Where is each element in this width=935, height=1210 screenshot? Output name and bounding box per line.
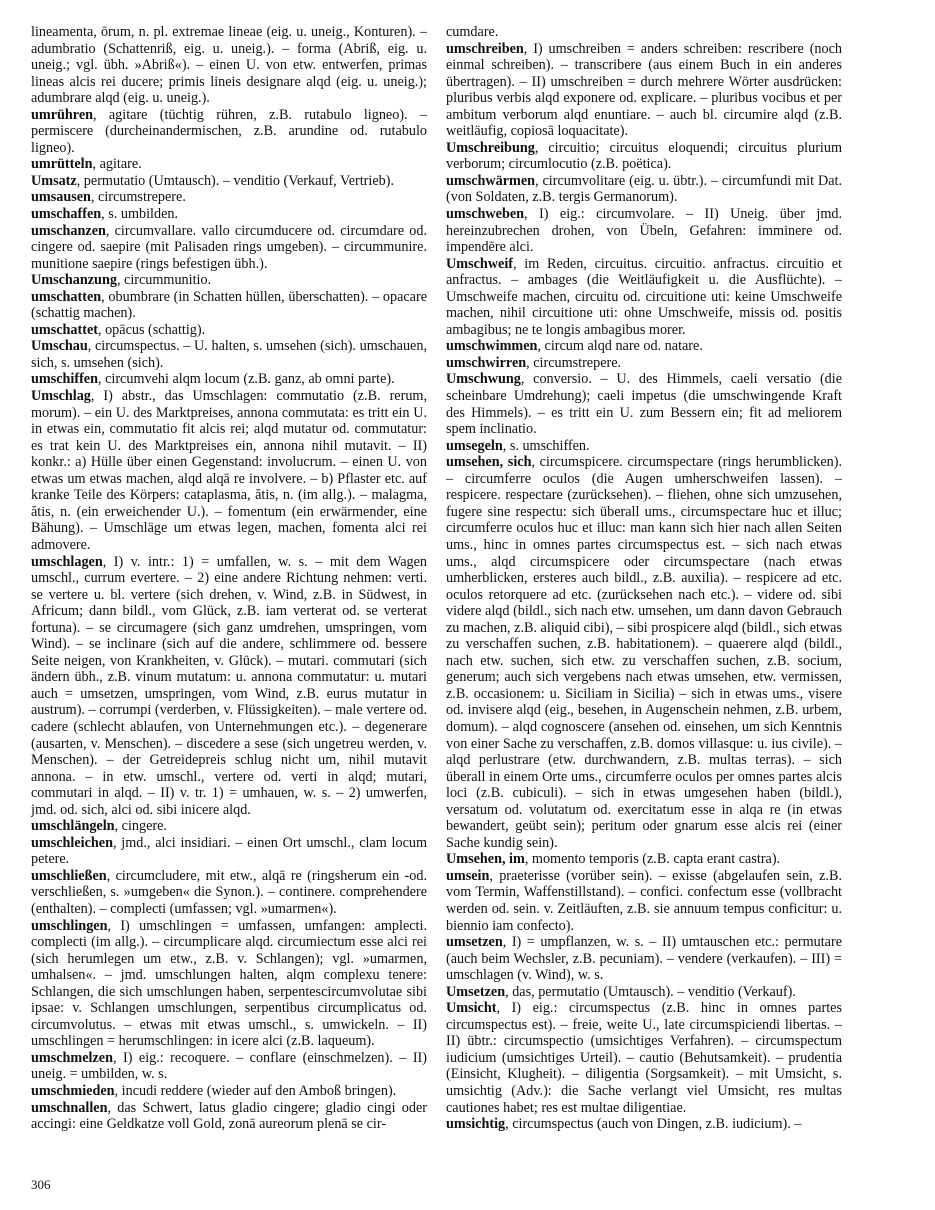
entry-text: cumdare. bbox=[446, 24, 499, 40]
entry-headword: Umschlag bbox=[31, 388, 91, 405]
entry-text: , momento temporis (z.B. capta erant castra). bbox=[524, 851, 781, 868]
dictionary-entry bbox=[31, 338, 427, 371]
dictionary-entry bbox=[446, 868, 842, 934]
entry-text: , permutatio (Umtausch). – venditio (Verkauf, Vertrieb). bbox=[76, 172, 394, 189]
entry-headword: Umschweif bbox=[446, 255, 513, 272]
entry-headword: umschreiben bbox=[446, 40, 524, 57]
dictionary-entry bbox=[31, 818, 427, 835]
dictionary-entry bbox=[31, 1083, 427, 1100]
entry-headword: umschmelzen bbox=[31, 1049, 113, 1066]
entry-headword: umschiffen bbox=[31, 371, 98, 388]
dictionary-entry bbox=[446, 140, 842, 173]
entry-text: , circum alqd nare od. natare. bbox=[537, 338, 703, 355]
entry-headword: umschlingen bbox=[31, 917, 108, 934]
entry-text: , im Reden, circuitus. circuitio. anfractus. circuitio et anfractus. – ambages (die Weitläufigkeit u. die Ausflüchte). – Umschweife machen, circuitu od. circuitione uti: keine Umschweife machen, nihil circuitione uti: ohne Umschweife, missis od. positis ambagibus; ne te longis ambagibus morer. bbox=[446, 255, 842, 338]
dictionary-entry bbox=[446, 371, 842, 437]
dictionary-entry bbox=[31, 289, 427, 322]
entry-headword: umschwirren bbox=[446, 354, 527, 371]
entry-headword: umschleichen bbox=[31, 834, 113, 851]
entry-headword: umschwimmen bbox=[446, 338, 538, 355]
dictionary-entry bbox=[446, 41, 842, 140]
dictionary-entry bbox=[31, 107, 427, 157]
dictionary-entry bbox=[31, 24, 427, 107]
entry-text: , incudi reddere (wieder auf den Amboß bringen). bbox=[114, 1083, 397, 1099]
entry-headword: umsehen, sich bbox=[446, 454, 532, 471]
entry-headword: umschatten bbox=[31, 288, 102, 305]
entry-headword: Umschwung bbox=[446, 371, 521, 388]
entry-headword: Umsehen, im bbox=[446, 851, 525, 868]
dictionary-entry bbox=[31, 388, 427, 553]
entry-headword: umschmieden bbox=[31, 1083, 115, 1099]
entry-text: , I) v. intr.: 1) = umfallen, w. s. – mit dem Wagen umschl., currum evertere. – 2) eine andere Richtung nehmen: verti. se vertere u. bl. vertere (sich drehen, v. Wind, z.B. in Südwest, in Africum; dann bildl., vom Glück, z.B. iam verterat od. se verterat fortuna). – se circumagere (sich ganz umdrehen, umspringen, vom Wind). – se inclinare (sich auf die andere, schlimmere od. bessere Seite neigen, von Krankheiten, v. Glück). – mutari. commutari (sich ändern übh., z.B. vinum mutatum: u. annona commutatur: u. mutari auch = umsetzen, umspringen, vom Wind, z.B. eurus mutatur in austrum). – corrumpi (verderben, v. Flüssigkeiten). – male vertere od. cadere (schlecht ablaufen, von Unternehmungen etc.). – degenerare (ausarten, v. Menschen). – discedere a sese (sich ungetreu werden, v. Menschen). – der Getreidepreis schlug nicht um, nihil mutavit annona. – in etw. umschl., vertere od. verti in alqd; mutari, commutari in alqd. – II) v. tr. 1) = umhauen, w. s. – 2) umwerfen, jmd. od. sich, alci od. sibi inicere alqd. bbox=[31, 553, 427, 818]
entry-text: , I) abstr., das Umschlagen: commutatio (z.B. rerum, morum). – ein U. des Marktpreises, annona commutata: es tritt ein U. in etwas ein, commutatio fit alcis rei; alqd mutatur od. commutatur: es trat kein U. des Marktpreises ein, annona nihil mutavit. – II) konkr.: a) Hülle über einen Gegenstand: involucrum. – einen U. von etwas um etwas machen, alqd alqā re involvere. – b) Pflaster etc. auf kranke Teile des Körpers: cataplasma, ătis, n. (im allg.). – malagma, ătis, n. (ein erweichender U.). – fomentum (ein erwärmender, eine Bähung). – Umschläge um etwas legen, machen, fomenta alci rei admovere. bbox=[31, 388, 427, 553]
entry-headword: umschnallen bbox=[31, 1099, 108, 1116]
entry-text: , I) umschlingen = umfassen, umfangen: amplecti. complecti (im allg.). – circumplicare alqd. circumiectum esse alci rei (sich herumlegen um etw., z.B. v. Schlangen); vgl. »umarmen, umhalsen«. – jmd. umschlungen halten, alqm complexu tenere: Schlangen, die sich umschlungen haben, serpentescircumvolutae sibi ipsae: v. Schlangen umschlungen, serpentibus circumplicatus od. circumvolutus. – etwas mit etwas umschl., s. umwickeln. – II) umschlingen = herumschlingen: in icere alci (z.B. laqueum). bbox=[31, 917, 427, 1050]
entry-text: , s. umschiffen. bbox=[502, 437, 590, 454]
entry-text: , I) eig.: circumvolare. – II) Uneig. über jmd. hereinzubrechen drohen, von Übeln, Gefahren: imminere od. impendēre alci. bbox=[446, 206, 842, 256]
dictionary-entry bbox=[31, 1100, 427, 1133]
entry-text: , s. umbilden. bbox=[101, 206, 179, 223]
entry-text: , I) umschreiben = anders schreiben: rescribere (noch einmal schreiben). – transcribere (aus einem Buch in ein anderes übertragen). – II) umschreiben = durch mehrere Wörter ausdrücken: pluribus verbis alqd exponere od. explicare. – pluribus vocibus et per ambitum verborum alqd enuntiare. – auch bl. circumire alqd (z.B. weitläufig, copiosā loquacitate). bbox=[446, 40, 842, 140]
entry-text: , agitare. bbox=[92, 156, 142, 173]
entry-text: lineamenta, ōrum, n. pl. extremae lineae (eig. u. uneig., Konturen). – adumbratio (Schattenriß, eig. u. uneig.). – forma (Abriß, eig. u. uneig.; vgl. übh. »Abriß«). – einen U. von etw. entwerfen, primas lineas alcis rei ducere; primis lineis designare alqd (eig. u. uneig.); adumbrare alqd (eig. u. uneig.). bbox=[31, 24, 427, 107]
entry-text: , circumstrepere. bbox=[90, 189, 186, 206]
dictionary-entry bbox=[446, 256, 842, 339]
dictionary-entry bbox=[31, 272, 427, 289]
entry-text: , jmd., alci insidiari. – einen Ort umschl., clam locum petere. bbox=[31, 834, 427, 868]
entry-headword: umsausen bbox=[31, 189, 91, 206]
entry-text: , circummunitio. bbox=[116, 272, 212, 289]
entry-text: , circumspectus. – U. halten, s. umsehen (sich). umschauen, sich, s. umsehen (sich). bbox=[31, 338, 427, 371]
dictionary-entry bbox=[31, 156, 427, 173]
dictionary-entry bbox=[31, 206, 427, 223]
entry-headword: umschweben bbox=[446, 206, 525, 223]
right-column bbox=[446, 24, 842, 1133]
entry-text: , das Schwert, latus gladio cingere; gladio cingi oder accingi: eine Geldkatze voll Gold, zonā aureorum plenā se cir- bbox=[31, 1099, 427, 1133]
page-number: 306 bbox=[31, 1177, 51, 1192]
entry-headword: umschattet bbox=[31, 321, 98, 338]
dictionary-entry bbox=[446, 24, 842, 41]
entry-headword: umschlagen bbox=[31, 553, 103, 570]
entry-text: , I) eig.: recoquere. – conflare (einschmelzen). – II) uneig. = umbilden, w. s. bbox=[31, 1049, 427, 1083]
entry-headword: Umsetzen bbox=[446, 983, 506, 1000]
dictionary-entry bbox=[31, 189, 427, 206]
entry-headword: umschaffen bbox=[31, 206, 102, 223]
entry-headword: umsein bbox=[446, 867, 490, 884]
dictionary-entry bbox=[446, 1000, 842, 1116]
entry-headword: umschlängeln bbox=[31, 818, 115, 835]
entry-headword: umrütteln bbox=[31, 156, 93, 173]
left-column bbox=[31, 24, 427, 1133]
entry-text: , I) eig.: circumspectus (z.B. hinc in omnes partes circumspectus est). – freie, weite U., late circumspiciendi libertas. – II) übtr.: circumspectio (umsichtiges Verfahren). – circumspectum iudicium (umsichtiges Urteil). – cautio (Behutsamkeit). – prudentia (Einsicht, Klugheit). – diligentia (Sorgsamkeit). – mit Umsicht, s. umsichtig (Adv.): die Sache verlangt viel Umsicht, res multas cautiones habet; res est multae diligentiae. bbox=[446, 1000, 842, 1116]
dictionary-entry bbox=[446, 338, 842, 355]
entry-headword: Umschanzung bbox=[31, 272, 117, 289]
dictionary-entry bbox=[31, 1050, 427, 1083]
entry-headword: Umschreibung bbox=[446, 139, 535, 156]
entry-headword: umsegeln bbox=[446, 437, 503, 454]
entry-text: , circuitio; circuitus eloquendi; circuitus plurium verborum; circumlocutio (z.B. poëtica). bbox=[446, 139, 842, 173]
entry-text: , circumspectus (auch von Dingen, z.B. iudicium). – bbox=[505, 1116, 802, 1133]
entry-text: , obumbrare (in Schatten hüllen, überschatten). – opacare (schattig machen). bbox=[31, 288, 427, 322]
dictionary-entry bbox=[31, 918, 427, 1050]
dictionary-entry bbox=[446, 984, 842, 1001]
entry-headword: umschanzen bbox=[31, 222, 106, 239]
dictionary-entry bbox=[31, 554, 427, 819]
dictionary-entry bbox=[31, 371, 427, 388]
entry-text: , praeterisse (vorüber sein). – exisse (abgelaufen sein, z.B. vom Termin, Waffenstillstand). – confici. confectum esse (vollbracht werden od. sein. v. Zeitläuften, z.B. sie annuum tempus conficitur: u. biennio iam confecto). bbox=[446, 867, 842, 934]
entry-text: , circumvolitare (eig. u. übtr.). – circumfundi mit Dat. (von Soldaten, z.B. tergis Germanorum). bbox=[446, 172, 842, 206]
dictionary-entry bbox=[446, 851, 842, 868]
entry-headword: Umschau bbox=[31, 338, 88, 355]
dictionary-entry bbox=[446, 438, 842, 455]
entry-headword: umsichtig bbox=[446, 1116, 506, 1133]
entry-headword: umschließen bbox=[31, 867, 107, 884]
dictionary-entry bbox=[446, 454, 842, 851]
dictionary-entry bbox=[31, 223, 427, 273]
entry-text: , circumvehi alqm locum (z.B. ganz, ab omni parte). bbox=[98, 371, 395, 388]
dictionary-entry bbox=[446, 934, 842, 984]
entry-text: , I) = umpflanzen, w. s. – II) umtauschen etc.: permutare (auch beim Wechsler, z.B. pecuniam). – vendere (verkaufen). – III) = umschlagen (v. Wind), w. s. bbox=[446, 934, 842, 984]
dictionary-entry bbox=[31, 835, 427, 868]
dictionary-entry bbox=[446, 355, 842, 372]
entry-text: , conversio. – U. des Himmels, caeli versatio (die scheinbare Umdrehung); caeli impetus (die umschwingende Kraft des Himmels). – es tritt ein U. zum Bessern ein; fit ad meliorem spem inclinatio. bbox=[446, 371, 842, 438]
entry-text: , circumstrepere. bbox=[526, 354, 622, 371]
entry-text: , circumcludere, mit etw., alqā re (ringsherum ein -od. verschließen, s. »umgeben« die Synon.). – continere. comprehendere (enthalten). – complecti (umfassen; vgl. »umarmen«). bbox=[31, 867, 427, 917]
entry-text: , opācus (schattig). bbox=[97, 321, 206, 338]
entry-headword: umrühren bbox=[31, 106, 94, 123]
dictionary-entry bbox=[31, 322, 427, 339]
dictionary-entry bbox=[446, 206, 842, 256]
entry-headword: umsetzen bbox=[446, 934, 503, 951]
dictionary-entry bbox=[446, 1116, 842, 1133]
entry-text: , das, permutatio (Umtausch). – venditio (Verkauf). bbox=[505, 983, 796, 1000]
entry-text: , cingere. bbox=[114, 818, 167, 835]
dictionary-entry bbox=[446, 173, 842, 206]
entry-headword: Umsatz bbox=[31, 172, 77, 189]
dictionary-entry bbox=[31, 173, 427, 190]
entry-text: , circumvallare. vallo circumducere od. circumdare od. cingere od. saepire (mit Palisaden rings umgeben). – circummunire. munitione saepire (rings befestigen übh.). bbox=[31, 222, 427, 272]
entry-headword: umschwärmen bbox=[446, 172, 536, 189]
entry-text: , circumspicere. circumspectare (rings herumblicken). – circumferre oculos (die Augen umherschweifen lassen). – respicere. respectare (zurücksehen). – fliehen, ohne sich umzusehen, fugere sine respectu: sich überall ums., circumspectare huc et illuc; circumferre oculos huc et illuc: man kann sich hier nach allen Seiten ums., hinc in omnes partes circumspectus est. – sich nach etwas ums., alqd circumspicere oder circumspectare (nach etwas umherblicken, ersteres auch bildl., z.B. auxilia). – respicere ad etc. oculos retorquere ad etc. (zurücksehen nach etc.). – videre od. sibi videre alqd (bildl., sich nach etw. umsehen, um dann davon Gebrauch zu machen, z.B. aliquid cibi), – sibi prospicere alqd (bildl., sich etwas zu verschaffen suchen, z.B. habitationem). – quaerere alqd (bildl., nach etw. suchen, sich etw. zu verschaffen suchen, z.B. socium, generum; auch sich vergebens nach etwas umsehen, etw. vermissen, z.B. occasionem: u. Siciliam in Sicilia) – sich in etwas ums., visere od. invisere alqd (eig., besehen, in Augenschein nehmen, z.B. urbem, domum). – alqd cognoscere (ansehen od. einsehen, um sich Kenntnis von einer Sache zu verschaffen, z.B. domos villasque: u. ius civile). – alqd perlustrare (etw. durchwandern, z.B. multas terras). – sich überall in einem Orte ums., circumferre oculos per omnes partes alcis loci (z.B. cubiculi). – sich in etwas umgesehen haben (bildl.), versatum od. volutatum od. exercitatum esse in alqa re (in etwas bewandert, geübt sein); peritum oder gnarum esse alcis rei (einer Sache kundig sein). bbox=[446, 454, 842, 851]
dictionary-entry bbox=[31, 868, 427, 918]
entry-headword: Umsicht bbox=[446, 1000, 497, 1017]
entry-text: , agitare (tüchtig rühren, z.B. rutabulo ligneo). – permiscere (durcheinandermischen, z.B. arundine od. rutabulo ligneo). bbox=[31, 106, 427, 156]
